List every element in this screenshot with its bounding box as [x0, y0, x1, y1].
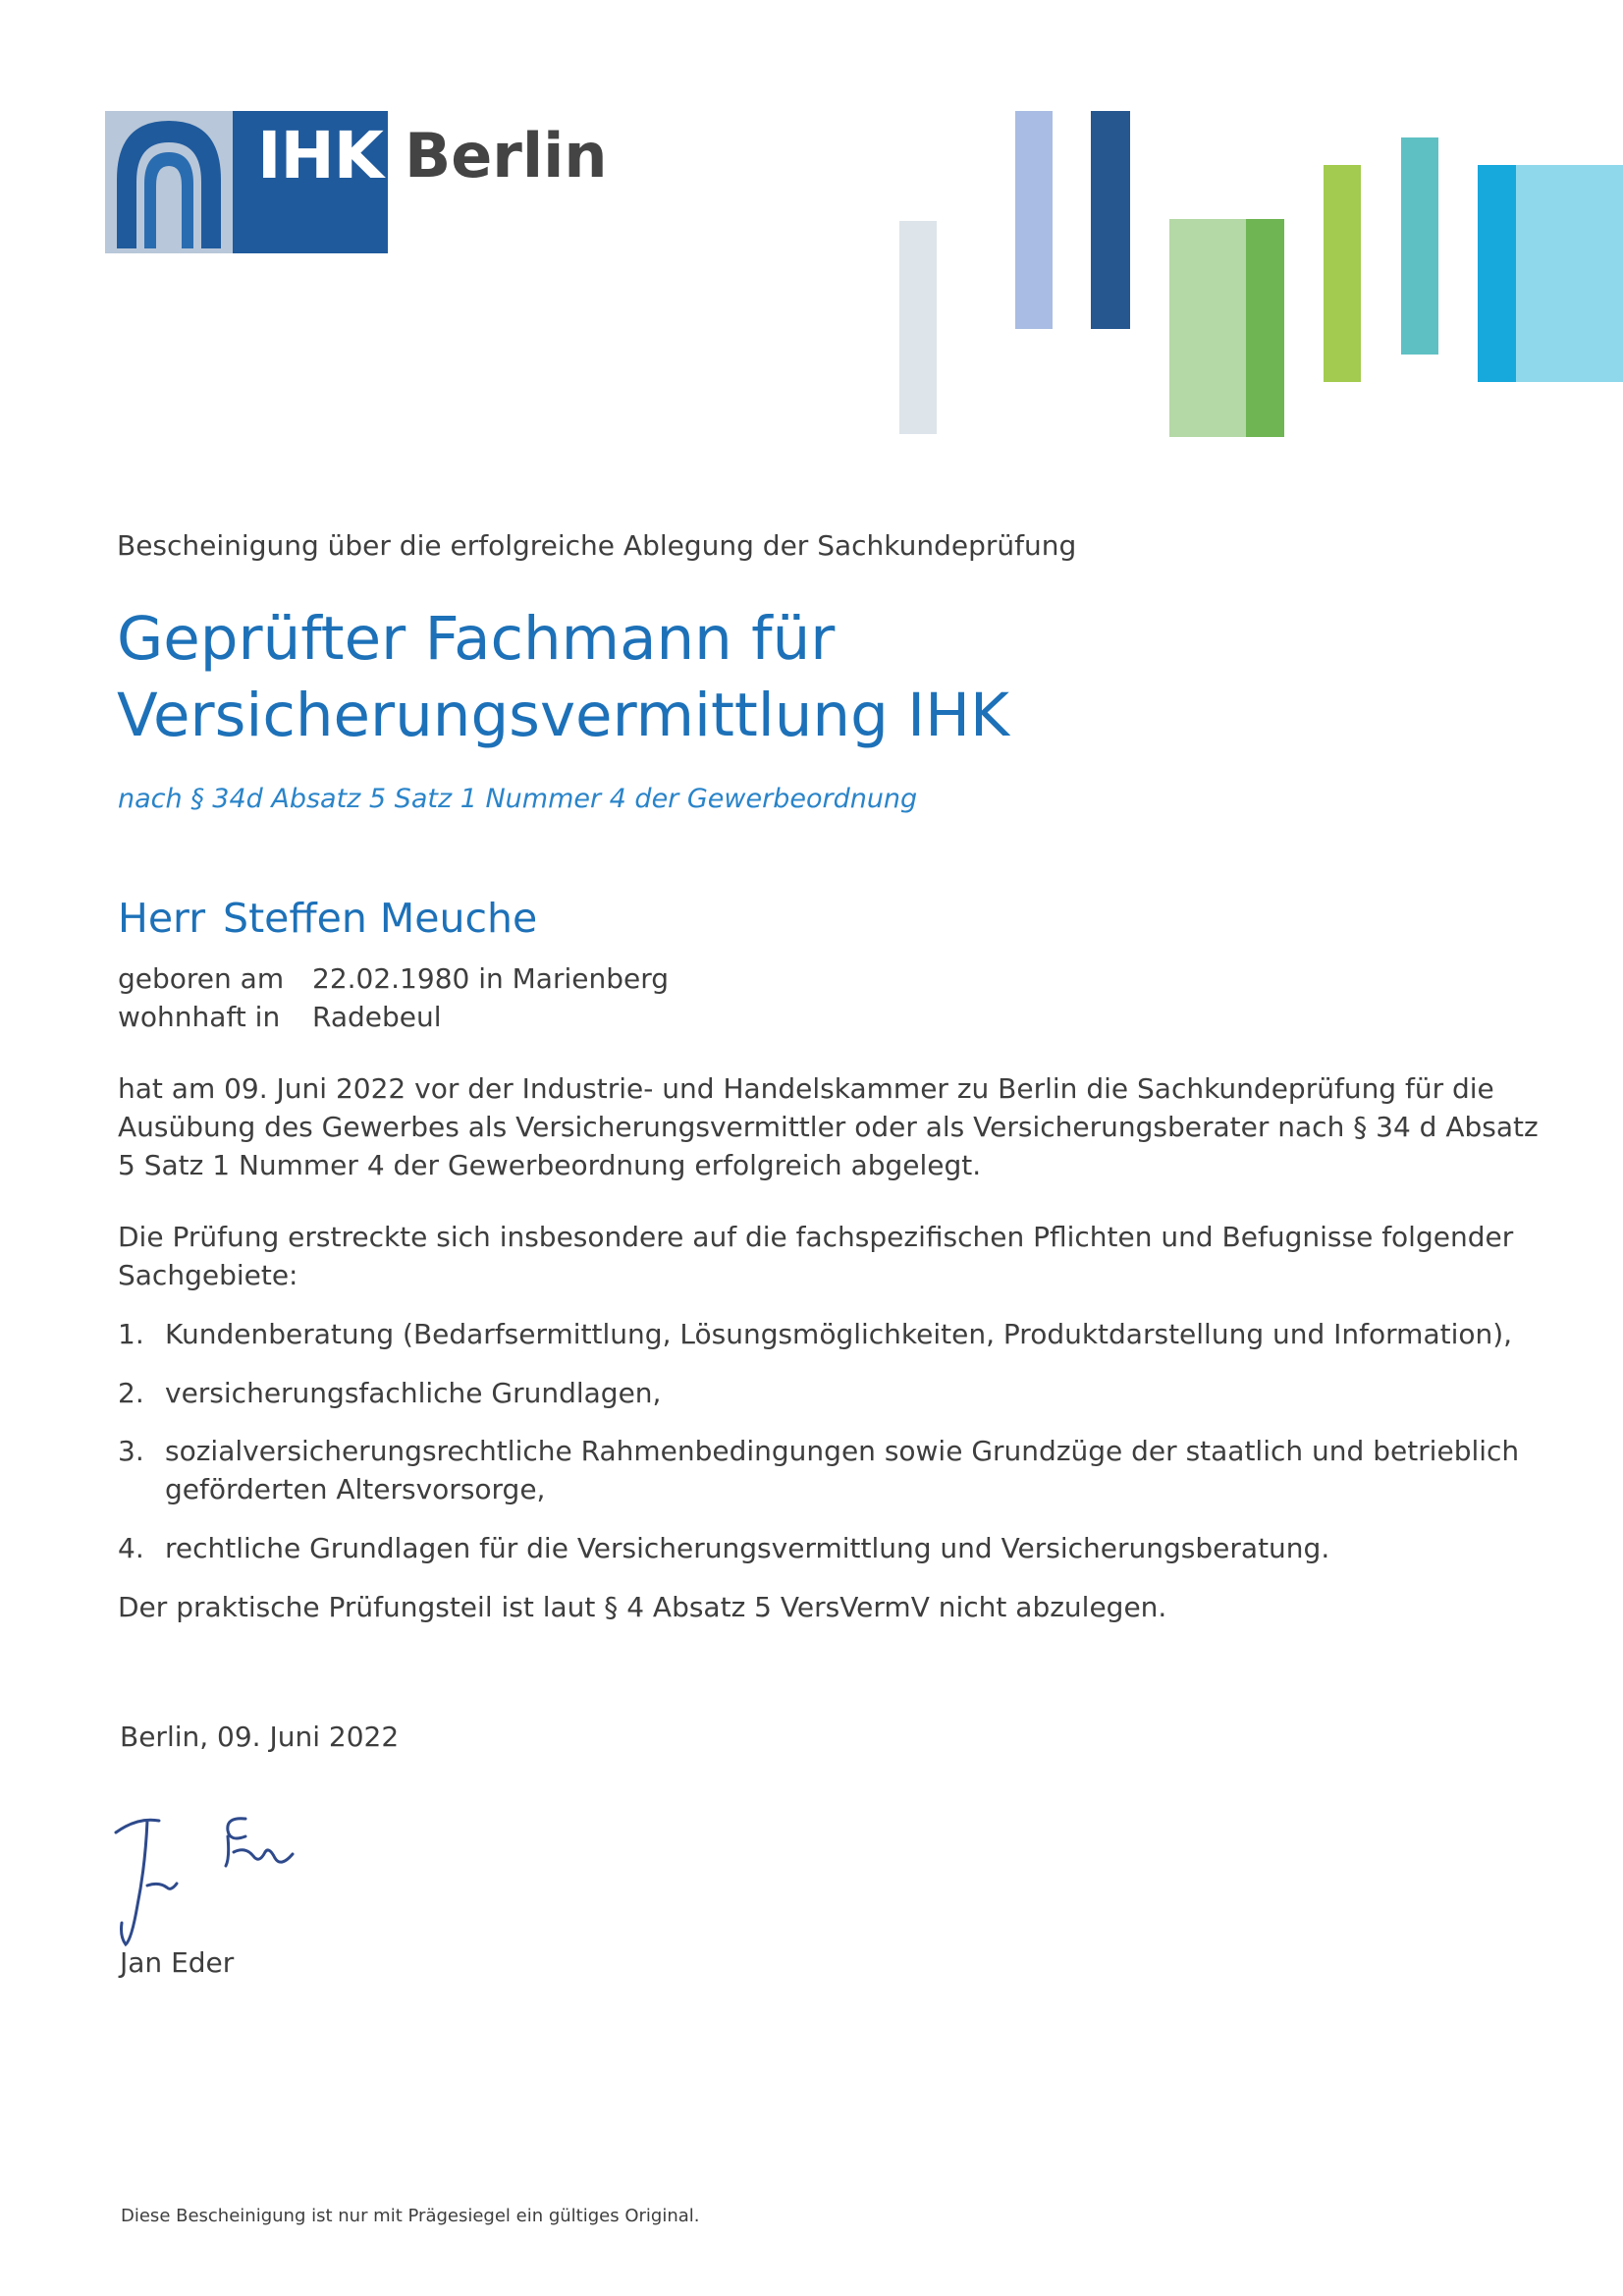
- decor-bar-9: [1516, 165, 1623, 382]
- subject-text-3: sozialversicherungsrechtliche Rahmenbedingungen sowie Grundzüge der staatlich und betrieblich geförderten Altersvorsorge,: [165, 1435, 1520, 1505]
- subject-text-1: Kundenberatung (Bedarfsermittlung, Lösungsmöglichkeiten, Produktdarstellung und Information),: [165, 1318, 1513, 1350]
- place-and-date: Berlin, 09. Juni 2022: [120, 1721, 400, 1753]
- decor-bar-7: [1401, 137, 1438, 355]
- decor-bar-2: [1015, 111, 1053, 329]
- subject-text-4: rechtliche Grundlagen für die Versicherungsvermittlung und Versicherungsberatung.: [165, 1532, 1330, 1564]
- subject-number-1: 1.: [118, 1318, 144, 1350]
- decor-bar-4: [1169, 219, 1246, 437]
- logo-abbreviation: IHK: [257, 118, 383, 193]
- logo-city-name: Berlin: [405, 120, 608, 191]
- birth-value: 22.02.1980 in Marienberg: [312, 962, 670, 995]
- validity-note: Diese Bescheinigung ist nur mit Prägesiegel ein gültiges Original.: [121, 2206, 700, 2226]
- signature-icon: [108, 1807, 314, 1954]
- holder-name: Steffen Meuche: [223, 895, 538, 942]
- arch-icon: [105, 111, 233, 253]
- title-line-2: Versicherungsvermittlung IHK: [117, 681, 1010, 750]
- certificate-intro: Bescheinigung über die erfolgreiche Ablegung der Sachkundeprüfung: [117, 529, 1077, 562]
- birth-label: geboren am: [118, 962, 285, 995]
- practical-note: Der praktische Prüfungsteil ist laut § 4 Absatz 5 VersVermV nicht abzulegen.: [118, 1591, 1167, 1623]
- subject-number-4: 4.: [118, 1532, 144, 1564]
- signer-name: Jan Eder: [120, 1946, 235, 1979]
- decor-bar-5: [1246, 219, 1284, 437]
- subject-number-2: 2.: [118, 1377, 144, 1409]
- certificate-holder: [118, 895, 537, 942]
- decor-bar-3: [1091, 111, 1130, 329]
- title-line-1: Geprüfter Fachmann für: [117, 604, 836, 674]
- holder-salutation: Herr: [118, 895, 206, 942]
- subject-text-2: versicherungsfachliche Grundlagen,: [165, 1377, 662, 1409]
- certificate-title: [117, 601, 1009, 754]
- exam-statement: hat am 09. Juni 2022 vor der Industrie- und Handelskammer zu Berlin die Sachkundeprüfung für die Ausübung des Gewerbes als Versicherungsvermittler oder als Versicherungsberater nach § 34 d Absatz 5 Satz 1 Nummer 4 der Gewerbeordnung erfolgreich abgelegt.: [118, 1072, 1539, 1181]
- decor-bar-8: [1478, 165, 1516, 382]
- residence-label: wohnhaft in: [118, 1001, 281, 1033]
- subject-number-3: 3.: [118, 1435, 144, 1467]
- residence-value: Radebeul: [312, 1001, 442, 1033]
- decor-bar-1: [899, 221, 937, 434]
- legal-basis: nach § 34d Absatz 5 Satz 1 Nummer 4 der Gewerbeordnung: [118, 784, 918, 814]
- scope-intro: Die Prüfung erstreckte sich insbesondere auf die fachspezifischen Pflichten und Befugnisse folgender Sachgebiete:: [118, 1221, 1514, 1291]
- decor-bar-6: [1324, 165, 1361, 382]
